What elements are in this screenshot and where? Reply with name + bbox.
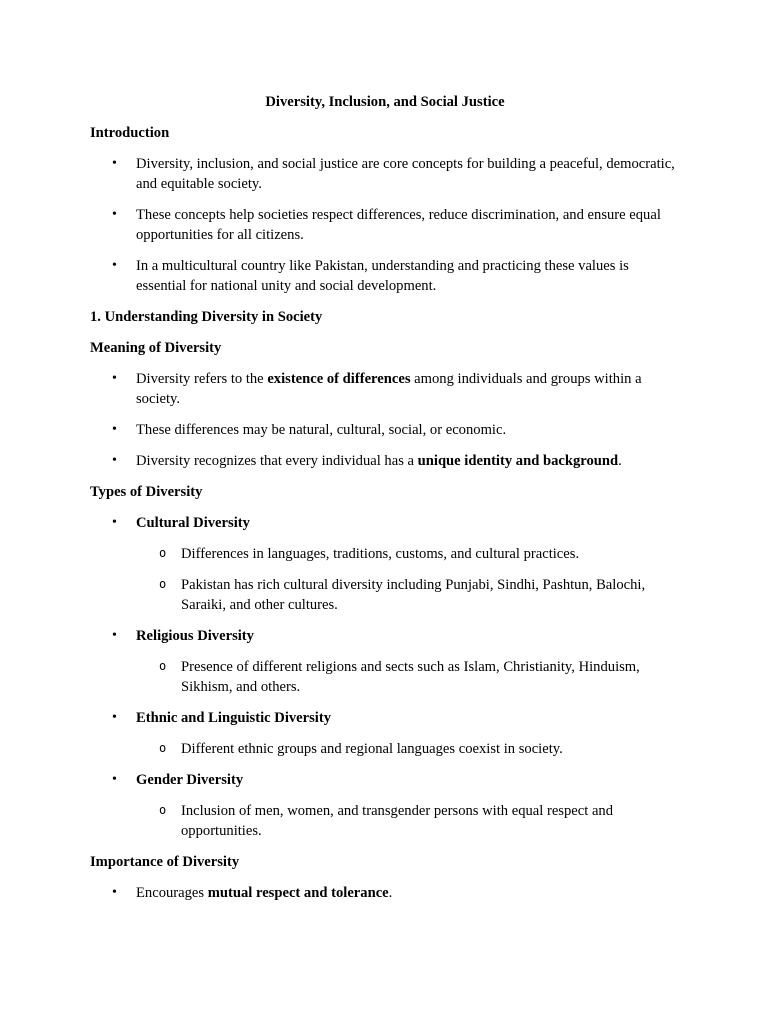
meaning-heading: Meaning of Diversity bbox=[90, 340, 222, 356]
sub-list-item-text: Differences in languages, traditions, customs, and cultural practices. bbox=[181, 546, 580, 562]
list-item bbox=[90, 369, 680, 409]
bullet-icon: • bbox=[112, 422, 117, 437]
text-run: Diversity recognizes that every individual has a bbox=[136, 453, 418, 469]
text-run: among individuals and groups within a society. bbox=[136, 371, 642, 407]
importance-list bbox=[90, 883, 680, 903]
sub-list-item-text: Presence of different religions and sects such as Islam, Christianity, Hinduism, Sikhism, and others. bbox=[181, 659, 640, 695]
circle-bullet-icon: o bbox=[159, 741, 167, 755]
sub-list-item-text: Different ethnic groups and regional languages coexist in society. bbox=[181, 741, 563, 757]
types-heading: Types of Diversity bbox=[90, 484, 203, 500]
text-run: . bbox=[388, 885, 393, 901]
text-run: . bbox=[618, 453, 622, 469]
sub-list-item bbox=[136, 739, 680, 759]
sub-list bbox=[136, 544, 680, 615]
document-title: Diversity, Inclusion, and Social Justice bbox=[265, 94, 505, 110]
list-item bbox=[90, 883, 680, 903]
text-run: Encourages bbox=[136, 885, 208, 901]
list-item bbox=[90, 708, 680, 759]
bullet-icon: • bbox=[112, 885, 117, 900]
circle-bullet-icon: o bbox=[159, 659, 167, 673]
bullet-icon: • bbox=[112, 628, 117, 643]
text-run: Diversity refers to the bbox=[136, 371, 268, 387]
importance-heading: Importance of Diversity bbox=[90, 854, 240, 870]
list-item bbox=[90, 420, 680, 440]
sub-list-item bbox=[136, 801, 680, 841]
bullet-icon: • bbox=[112, 453, 117, 468]
type-label: Ethnic and Linguistic Diversity bbox=[136, 710, 332, 726]
circle-bullet-icon: o bbox=[159, 577, 167, 591]
bullet-icon: • bbox=[112, 258, 117, 273]
type-label: Cultural Diversity bbox=[136, 515, 250, 531]
emphasis-text: existence of differences bbox=[267, 371, 411, 387]
meaning-list bbox=[90, 369, 680, 471]
type-label: Gender Diversity bbox=[136, 772, 244, 788]
sub-list bbox=[136, 657, 680, 697]
sub-list-item bbox=[136, 544, 680, 564]
emphasis-text: unique identity and background bbox=[417, 453, 619, 469]
bullet-icon: • bbox=[112, 156, 117, 171]
sub-list-item bbox=[136, 657, 680, 697]
sub-list bbox=[136, 801, 680, 841]
circle-bullet-icon: o bbox=[159, 546, 167, 560]
list-item-text: These concepts help societies respect differences, reduce discrimination, and ensure equal opportunities for all citizens. bbox=[136, 207, 661, 243]
list-item bbox=[90, 451, 680, 471]
bullet-icon: • bbox=[112, 371, 117, 386]
list-item bbox=[90, 513, 680, 615]
introduction-list bbox=[90, 154, 680, 296]
circle-bullet-icon: o bbox=[159, 803, 167, 817]
sub-list-item bbox=[136, 575, 680, 615]
introduction-heading: Introduction bbox=[90, 125, 170, 141]
section-heading: 1. Understanding Diversity in Society bbox=[90, 309, 323, 325]
sub-list bbox=[136, 739, 680, 759]
list-item-text: In a multicultural country like Pakistan, understanding and practicing these values is essential for national unity and social development. bbox=[136, 258, 629, 294]
list-item bbox=[90, 256, 680, 296]
list-item bbox=[90, 626, 680, 697]
list-item bbox=[90, 154, 680, 194]
list-item-text: These differences may be natural, cultural, social, or economic. bbox=[136, 422, 507, 438]
sub-list-item-text: Pakistan has rich cultural diversity including Punjabi, Sindhi, Pashtun, Balochi, Saraiki, and other cultures. bbox=[181, 577, 646, 613]
list-item bbox=[90, 205, 680, 245]
bullet-icon: • bbox=[112, 207, 117, 222]
bullet-icon: • bbox=[112, 772, 117, 787]
sub-list-item-text: Inclusion of men, women, and transgender persons with equal respect and opportunities. bbox=[181, 803, 614, 839]
list-item-text: Diversity, inclusion, and social justice are core concepts for building a peaceful, democratic, and equitable society. bbox=[136, 156, 675, 192]
emphasis-text: mutual respect and tolerance bbox=[207, 885, 389, 901]
bullet-icon: • bbox=[112, 515, 117, 530]
type-label: Religious Diversity bbox=[136, 628, 254, 644]
types-list bbox=[90, 513, 680, 841]
document-page bbox=[90, 92, 680, 914]
list-item bbox=[90, 770, 680, 841]
bullet-icon: • bbox=[112, 710, 117, 725]
